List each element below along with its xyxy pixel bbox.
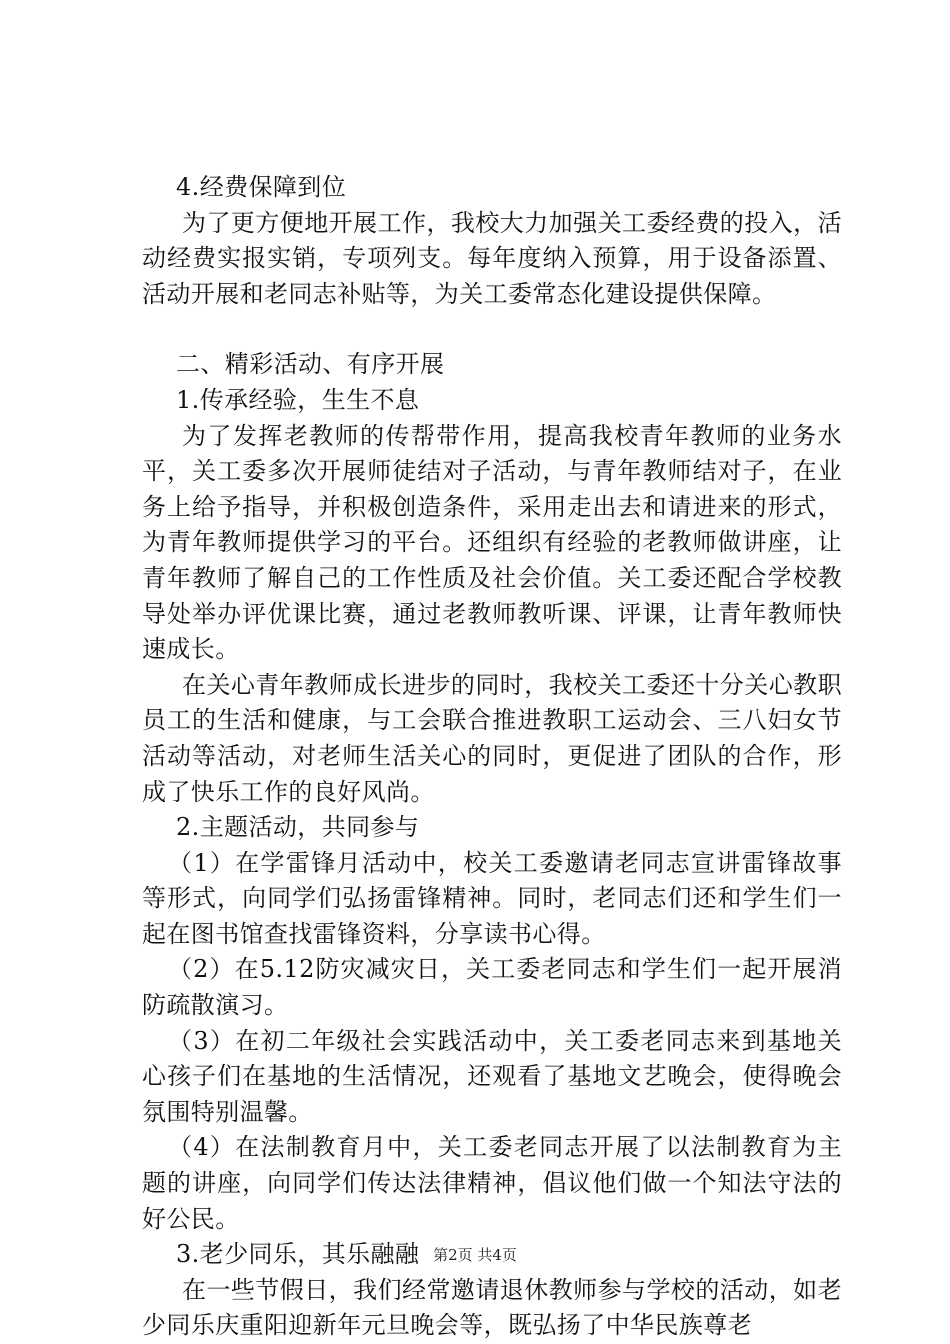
paragraph-mentoring: 为了发挥老教师的传帮带作用，提高我校青年教师的业务水平，关工委多次开展师徒结对子活动，与青年教师结对子，在业务上给予指导，并积极创造条件，采用走出去和请进来的形式，为青年教师提供学习的平台。还组织有经验的老教师做讲座，让青年教师了解自己的工作性质及社会价值。关工委还配合学校教导处举办评优课比赛，通过老教师教听课、评课，让青年教师快速成长。 — [142, 421, 842, 664]
list-item-legal-month: （4）在法制教育月中，关工委老同志开展了以法制教育为主题的讲座，向同学们传达法律精神，倡议他们做一个知法守法的好公民。 — [142, 1133, 842, 1233]
section-heading-funding: 4.经费保障到位 — [176, 173, 347, 201]
paragraph-holidays: 在一些节假日，我们经常邀请退休教师参与学校的活动，如老少同乐庆重阳迎新年元旦晚会等，既弘扬了中华民族尊老 — [142, 1275, 842, 1340]
paragraph-staff-care: 在关心青年教师成长进步的同时，我校关工委还十分关心教职员工的生活和健康，与工会联合推进教职工运动会、三八妇女节活动等活动，对老师生活关心的同时，更促进了团队的合作，形成了快乐工作的良好风尚。 — [142, 670, 842, 806]
subheading-old-young: 3.老少同乐，其乐融融 — [176, 1240, 420, 1269]
list-item-disaster-day: （2）在5.12防灾减灾日，关工委老同志和学生们一起开展消防疏散演习。 — [142, 955, 842, 1020]
subheading-theme-activities: 2.主题活动，共同参与 — [176, 813, 420, 842]
paragraph-funding: 为了更方便地开展工作，我校大力加强关工委经费的投入，活动经费实报实销，专项列支。每年度纳入预算，用于设备添置、活动开展和老同志补贴等，为关工委常态化建设提供保障。 — [142, 208, 842, 308]
list-item-leifeng: （1）在学雷锋月活动中，校关工委邀请老同志宣讲雷锋故事等形式，向同学们弘扬雷锋精神。同时，老同志们还和学生们一起在图书馆查找雷锋资料，分享读书心得。 — [142, 848, 842, 948]
page-footer: 第2页 共4页 — [433, 1246, 517, 1264]
document-body — [142, 170, 842, 1344]
list-item-social-practice: （3）在初二年级社会实践活动中，关工委老同志来到基地关心孩子们在基地的生活情况，还观看了基地文艺晚会，使得晚会氛围特别温馨。 — [142, 1026, 842, 1126]
subheading-experience: 1.传承经验，生生不息 — [176, 385, 420, 414]
section-heading-activities: 二、精彩活动、有序开展 — [176, 350, 445, 379]
